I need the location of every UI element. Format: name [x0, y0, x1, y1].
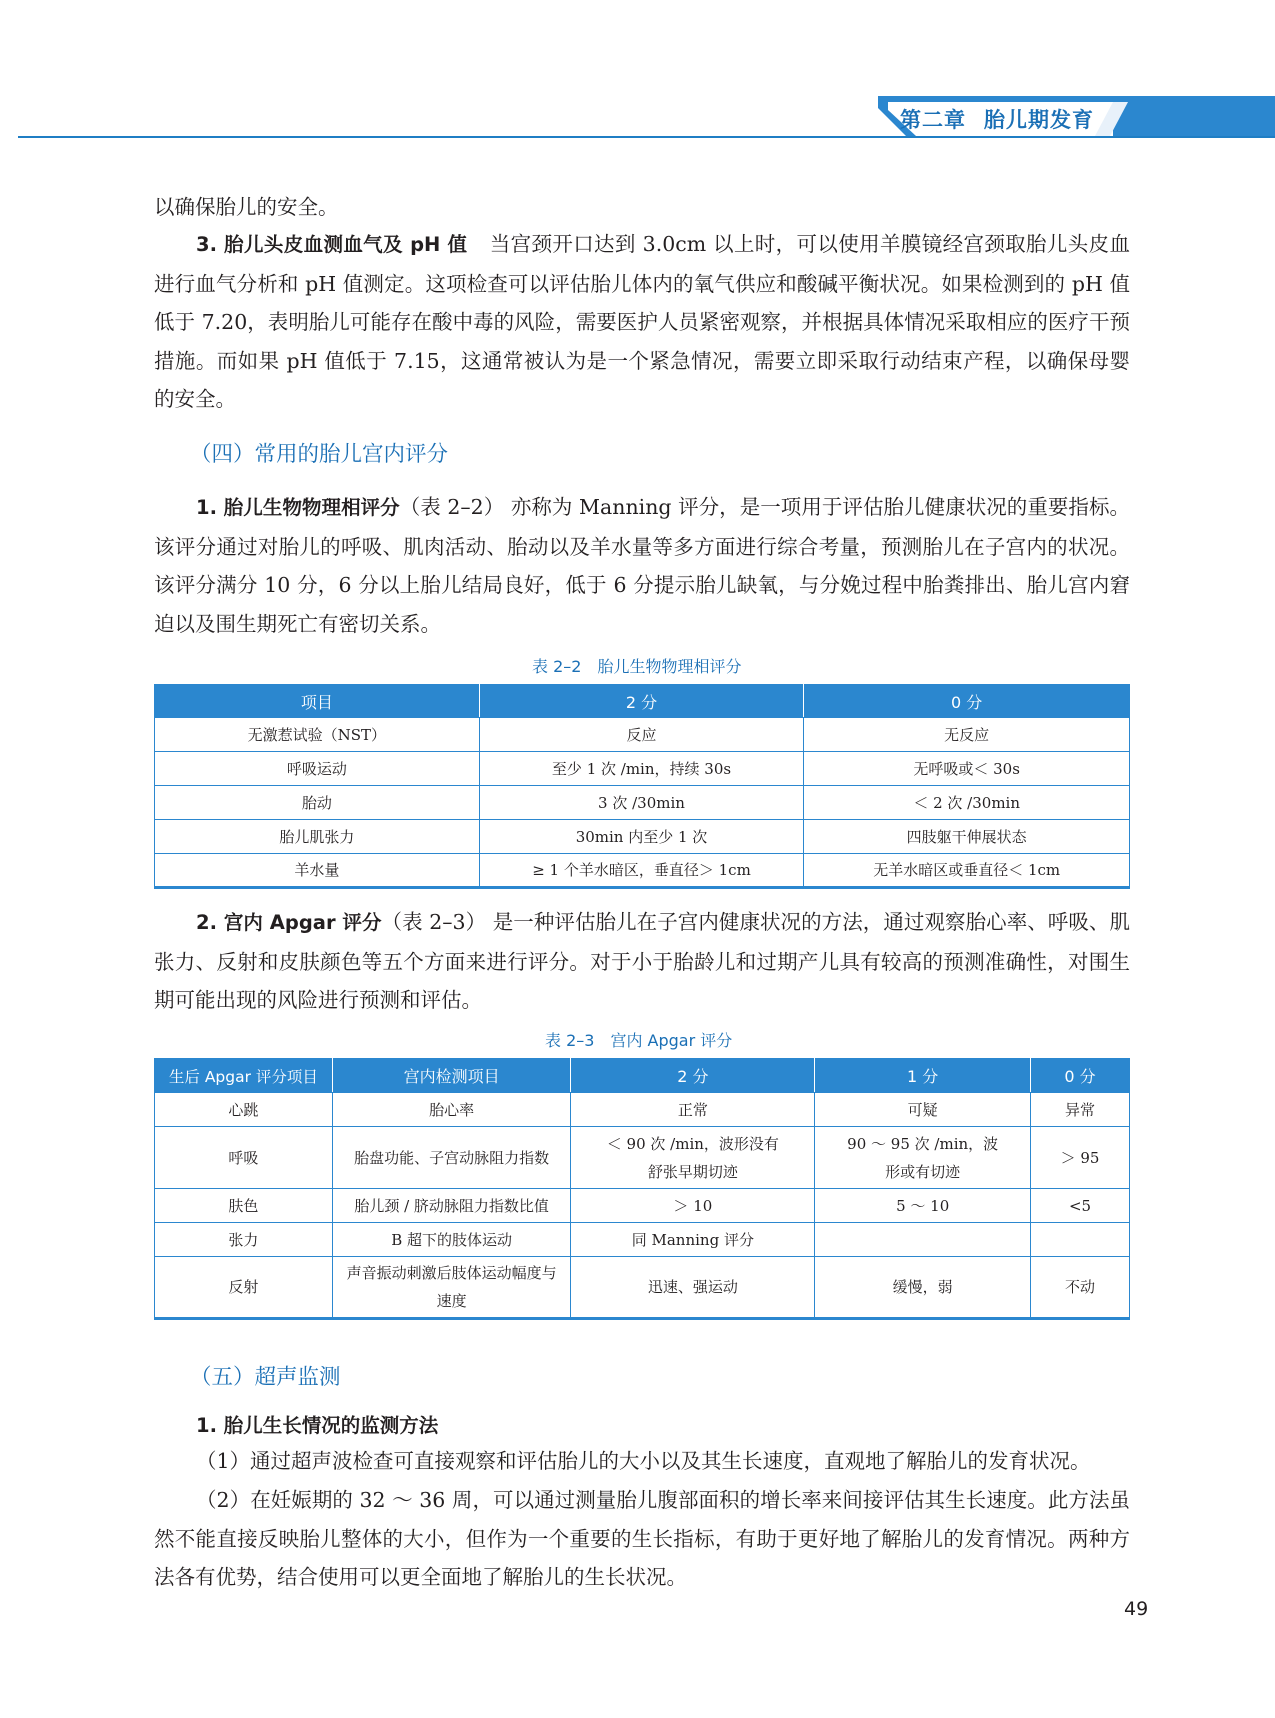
table-cell: 缓慢，弱: [815, 1257, 1031, 1319]
table-cell: 胎儿颈 / 脐动脉阻力指数比值: [332, 1189, 571, 1223]
section5-heading: （五）超声监测: [190, 1365, 341, 1390]
item3-paragraph: [154, 225, 1130, 419]
table-row: [155, 718, 1130, 752]
table-cell: 胎心率: [332, 1093, 571, 1127]
table23-caption: 表 2–3 宫内 Apgar 评分: [545, 1031, 733, 1050]
page-number: 49: [1124, 1598, 1149, 1620]
table-cell: ＜ 2 次 /30min: [804, 786, 1130, 820]
table-cell: 异常: [1031, 1093, 1130, 1127]
table-cell: 90 ～ 95 次 /min，波形或有切迹: [815, 1127, 1031, 1189]
table-row: [155, 1093, 1130, 1127]
section4-p2-body: （表 2–3） 是一种评估胎儿在子宫内健康状况的方法，通过观察胎心率、呼吸、肌张力、反射和皮肤颜色等五个方面来进行评分。对于小于胎龄儿和过期产儿具有较高的预测准确性，对围生期可能出现的风险进行预测和评估。: [154, 910, 1130, 1012]
table-cell: 无反应: [804, 718, 1130, 752]
table-cell: 胎儿肌张力: [155, 820, 480, 854]
table-cell: B 超下的肢体运动: [332, 1223, 571, 1257]
table-cell: 呼吸: [155, 1127, 333, 1189]
table-row: [155, 1257, 1130, 1319]
section4-heading: （四）常用的胎儿宫内评分: [190, 442, 449, 467]
section4-p2-title: 2. 宫内 Apgar 评分: [196, 911, 382, 934]
header-rule: [18, 136, 1275, 138]
table-cell: ＞ 10: [571, 1189, 815, 1223]
table-cell: 羊水量: [155, 854, 480, 888]
table-cell: ＞ 95: [1031, 1127, 1130, 1189]
table-row: [155, 1127, 1130, 1189]
table-cell: 张力: [155, 1223, 333, 1257]
table-cell: 反应: [479, 718, 804, 752]
table-cell: 无羊水暗区或垂直径＜ 1cm: [804, 854, 1130, 888]
section4-p1-body: （表 2–2） 亦称为 Manning 评分，是一项用于评估胎儿健康状况的重要指标。该评分通过对胎儿的呼吸、肌肉活动、胎动以及羊水量等多方面进行综合考量，预测胎儿在子宫内的状况。该评分满分 10 分，6 分以上胎儿结局良好，低于 6 分提示胎儿缺氧，与分娩过程中胎粪排出、胎儿宫内窘迫以及围生期死亡有密切关系。: [154, 495, 1130, 636]
section4-p1-title: 1. 胎儿生物物理相评分: [196, 496, 400, 519]
table-cell: 肤色: [155, 1189, 333, 1223]
table-cell: ≥ 1 个羊水暗区，垂直径＞ 1cm: [479, 854, 804, 888]
table22-header-cell: 0 分: [804, 685, 1130, 718]
table-cell: ＜ 90 次 /min，波形没有舒张早期切迹: [571, 1127, 815, 1189]
table23-header-cell: 宫内检测项目: [332, 1059, 571, 1093]
table-cell: 心跳: [155, 1093, 333, 1127]
chapter-name: 胎儿期发育: [984, 108, 1094, 132]
table-row: [155, 820, 1130, 854]
table-cell: [815, 1223, 1031, 1257]
table-row: [155, 1223, 1130, 1257]
table22-caption: 表 2–2 胎儿生物物理相评分: [532, 657, 742, 676]
table-cell: 反射: [155, 1257, 333, 1319]
table22: [154, 684, 1130, 889]
table22-header-row: [155, 685, 1130, 718]
table-cell: 胎动: [155, 786, 480, 820]
table-row: [155, 1189, 1130, 1223]
table-cell: 可疑: [815, 1093, 1031, 1127]
table23: [154, 1058, 1130, 1320]
table22-header-cell: 2 分: [479, 685, 804, 718]
table-cell: 至少 1 次 /min，持续 30s: [479, 752, 804, 786]
table22-header-cell: 项目: [155, 685, 480, 718]
chapter-label: 第二章: [900, 108, 966, 132]
table-cell: 正常: [571, 1093, 815, 1127]
table-cell: 30min 内至少 1 次: [479, 820, 804, 854]
table-cell: 呼吸运动: [155, 752, 480, 786]
table23-header-cell: 2 分: [571, 1059, 815, 1093]
table-row: [155, 752, 1130, 786]
section4-p2: [154, 903, 1130, 1020]
item3-body: 当宫颈开口达到 3.0cm 以上时，可以使用羊膜镜经宫颈取胎儿头皮血进行血气分析和 pH 值测定。这项检查可以评估胎儿体内的氧气供应和酸碱平衡状况。如果检测到的 pH 值低于 7.20，表明胎儿可能存在酸中毒的风险，需要医护人员紧密观察，并根据具体情况采取相应的医疗干预措施。而如果 pH 值低于 7.15，这通常被认为是一个紧急情况，需要立即采取行动结束产程，以确保母婴的安全。: [154, 232, 1131, 411]
table23-header-cell: 生后 Apgar 评分项目: [155, 1059, 333, 1093]
section4-p1: [154, 488, 1130, 643]
table23-header-row: [155, 1059, 1130, 1093]
table-cell: 四肢躯干伸展状态: [804, 820, 1130, 854]
table23-header-cell: 0 分: [1031, 1059, 1130, 1093]
section5-p1: （1）通过超声波检查可直接观察和评估胎儿的大小以及其生长速度，直观地了解胎儿的发育状况。: [196, 1449, 1091, 1473]
table-cell: 无激惹试验（NST）: [155, 718, 480, 752]
table-cell: 迅速、强运动: [571, 1257, 815, 1319]
table-cell: [1031, 1223, 1130, 1257]
table-cell: 声音振动刺激后肢体运动幅度与速度: [332, 1257, 571, 1319]
table-cell: 5 ～ 10: [815, 1189, 1031, 1223]
table-cell: 不动: [1031, 1257, 1130, 1319]
section5-subtitle: 1. 胎儿生长情况的监测方法: [196, 1414, 439, 1437]
table-cell: 胎盘功能、子宫动脉阻力指数: [332, 1127, 571, 1189]
table-row: [155, 786, 1130, 820]
table-cell: 3 次 /30min: [479, 786, 804, 820]
section5-p2: （2）在妊娠期的 32 ～ 36 周，可以通过测量胎儿腹部面积的增长率来间接评估其生长速度。此方法虽然不能直接反映胎儿整体的大小，但作为一个重要的生长指标，有助于更好地了解胎儿的发育情况。两种方法各有优势，结合使用可以更全面地了解胎儿的生长状况。: [154, 1488, 1130, 1589]
intro-line: 以确保胎儿的安全。: [154, 195, 339, 219]
table-cell: <5: [1031, 1189, 1130, 1223]
table-cell: 无呼吸或＜ 30s: [804, 752, 1130, 786]
chapter-title: [900, 104, 1094, 134]
table-row: [155, 854, 1130, 888]
item3-title: 3. 胎儿头皮血测血气及 pH 值: [196, 233, 468, 256]
table23-header-cell: 1 分: [815, 1059, 1031, 1093]
table-cell: 同 Manning 评分: [571, 1223, 815, 1257]
